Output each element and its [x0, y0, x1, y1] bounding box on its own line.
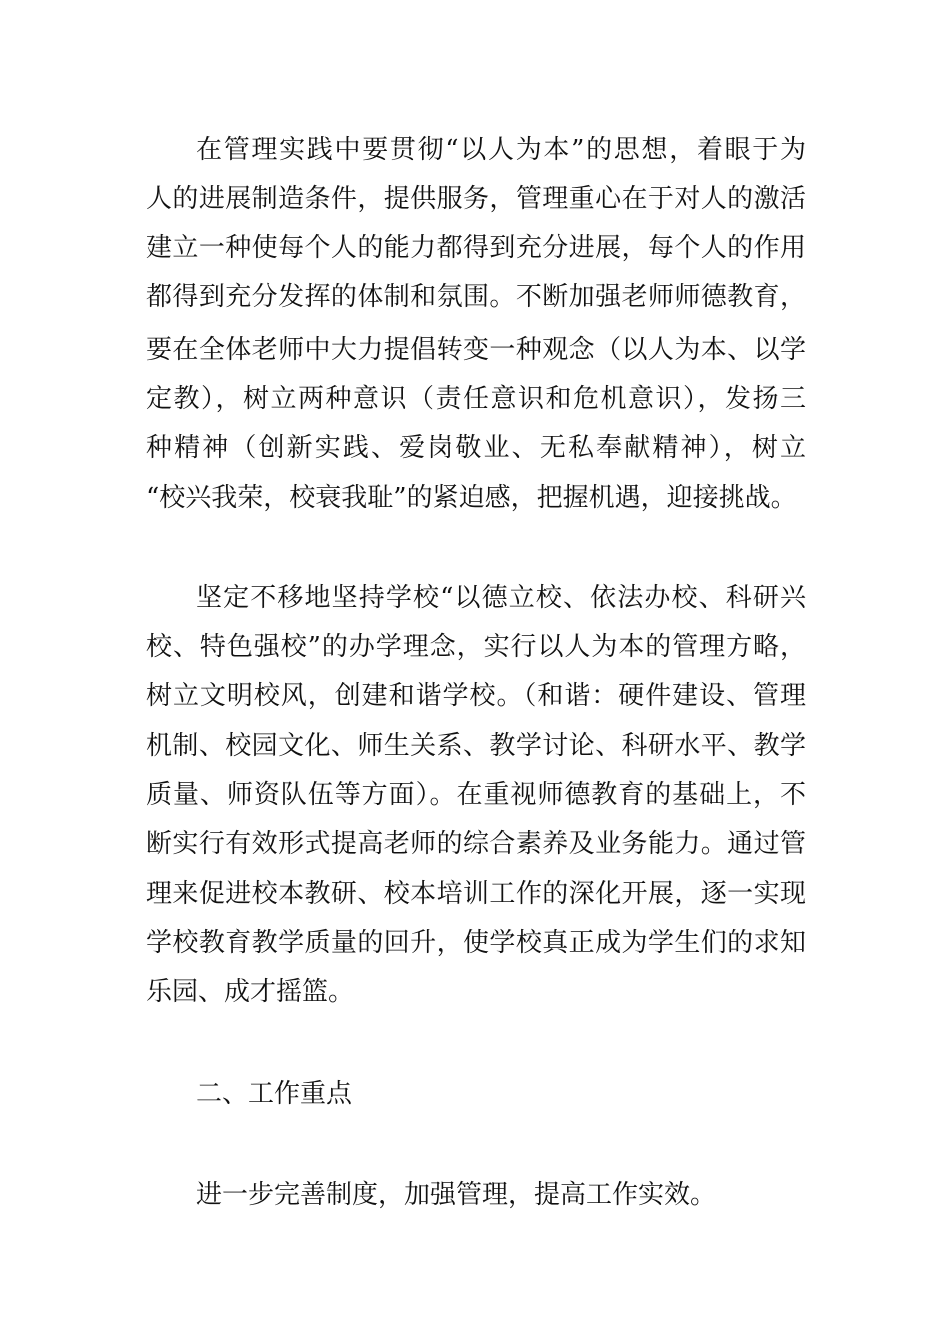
paragraph-line: 种精神（创新实践、爱岗敬业、无私奉献精神），树立 — [146, 433, 806, 463]
paragraph-line: 在管理实践中要贯彻“以人为本”的思想，着眼于为 — [196, 135, 806, 165]
paragraph-line: 断实行有效形式提高老师的综合素养及业务能力。通过管 — [146, 829, 806, 859]
paragraph-line: 都得到充分发挥的体制和氛围。不断加强老师师德教育， — [146, 282, 806, 312]
paragraph-line: 要在全体老师中大力提倡转变一种观念（以人为本、以学 — [146, 335, 806, 365]
paragraph-line: 机制、校园文化、师生关系、教学讨论、科研水平、教学 — [146, 731, 806, 761]
paragraph-line: 树立文明校风，创建和谐学校。（和谐：硬件建设、管理 — [146, 681, 806, 711]
paragraph-line: 建立一种使每个人的能力都得到充分进展，每个人的作用 — [146, 233, 806, 263]
paragraph-line: 坚定不移地坚持学校“以德立校、依法办校、科研兴 — [196, 583, 806, 613]
paragraph-line: 进一步完善制度，加强管理，提高工作实效。 — [196, 1180, 717, 1210]
paragraph-line: 乐园、成才摇篮。 — [146, 977, 355, 1007]
paragraph-line: “校兴我荣，校衰我耻”的紧迫感，把握机遇，迎接挑战。 — [146, 483, 797, 513]
paragraph-line: 定教），树立两种意识（责任意识和危机意识），发扬三 — [146, 384, 806, 414]
paragraph-line: 人的进展制造条件，提供服务，管理重心在于对人的激活 — [146, 184, 806, 214]
paragraph-line: 校、特色强校”的办学理念，实行以人为本的管理方略， — [146, 632, 806, 662]
paragraph-line: 学校教育教学质量的回升，使学校真正成为学生们的求知 — [146, 928, 806, 958]
section-heading-text: 二、工作重点 — [196, 1079, 353, 1109]
paragraph-line: 理来促进校本教研、校本培训工作的深化开展，逐一实现 — [146, 879, 806, 909]
paragraph-line: 质量、师资队伍等方面）。在重视师德教育的基础上，不 — [146, 780, 806, 810]
